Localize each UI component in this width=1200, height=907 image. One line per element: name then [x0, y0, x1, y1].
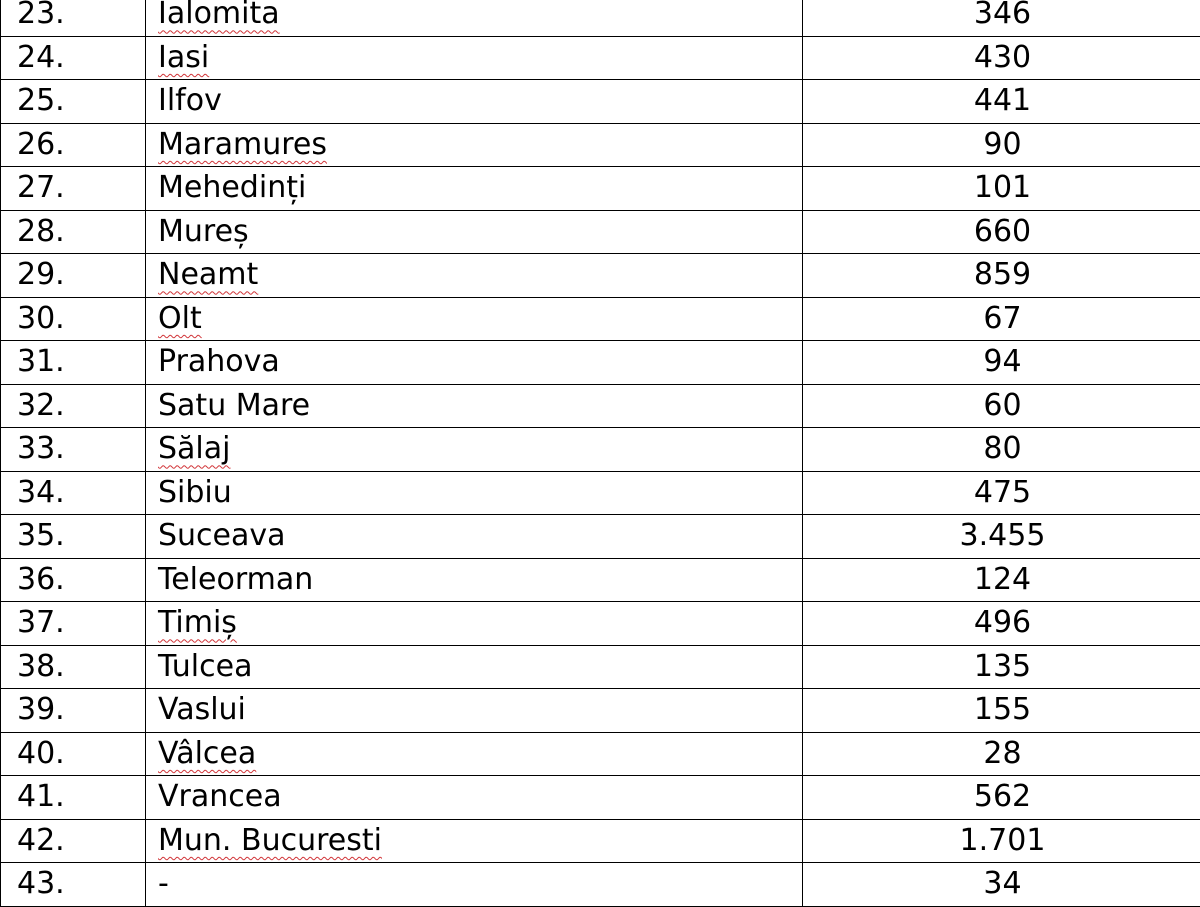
table-row [1, 558, 1200, 602]
county-name-cell[interactable] [146, 819, 803, 863]
county-name: Teleorman [158, 562, 313, 597]
count-value[interactable]: 660 [803, 210, 1200, 254]
county-name: Timiș [158, 605, 237, 640]
count-value[interactable]: 135 [803, 645, 1200, 689]
count-value[interactable]: 94 [803, 341, 1200, 385]
table-row [1, 80, 1200, 124]
table-row [1, 341, 1200, 385]
county-name-cell[interactable] [146, 602, 803, 646]
row-number[interactable]: 23. [1, 0, 146, 36]
row-number[interactable]: 30. [1, 297, 146, 341]
county-name: Maramures [158, 127, 327, 162]
county-name: Satu Mare [158, 388, 310, 423]
county-name-cell[interactable] [146, 515, 803, 559]
table-row [1, 471, 1200, 515]
count-value[interactable]: 441 [803, 80, 1200, 124]
county-name-cell[interactable] [146, 123, 803, 167]
county-name: Ilfov [158, 83, 222, 118]
county-name: Ialomita [158, 0, 280, 31]
table-row [1, 254, 1200, 298]
count-value[interactable]: 67 [803, 297, 1200, 341]
county-name: Vaslui [158, 692, 246, 727]
county-name-cell[interactable] [146, 167, 803, 211]
county-name: - [158, 866, 169, 901]
row-number[interactable]: 29. [1, 254, 146, 298]
table-row [1, 645, 1200, 689]
table-row [1, 863, 1200, 907]
count-value[interactable]: 124 [803, 558, 1200, 602]
row-number[interactable]: 25. [1, 80, 146, 124]
count-value[interactable]: 80 [803, 428, 1200, 472]
table-row [1, 428, 1200, 472]
row-number[interactable]: 32. [1, 384, 146, 428]
table-row [1, 602, 1200, 646]
table-row [1, 732, 1200, 776]
row-number[interactable]: 39. [1, 689, 146, 733]
county-name-cell[interactable] [146, 36, 803, 80]
row-number[interactable]: 41. [1, 776, 146, 820]
county-name-cell[interactable] [146, 689, 803, 733]
count-value[interactable]: 859 [803, 254, 1200, 298]
county-name: Mun. Bucuresti [158, 823, 382, 858]
count-value[interactable]: 90 [803, 123, 1200, 167]
count-value[interactable]: 28 [803, 732, 1200, 776]
county-name: Suceava [158, 518, 286, 553]
count-value[interactable]: 346 [803, 0, 1200, 36]
county-name-cell[interactable] [146, 863, 803, 907]
table-row [1, 384, 1200, 428]
table-row [1, 689, 1200, 733]
county-name: Olt [158, 301, 202, 336]
table-row [1, 36, 1200, 80]
count-value[interactable]: 155 [803, 689, 1200, 733]
county-name-cell[interactable] [146, 645, 803, 689]
count-value[interactable]: 60 [803, 384, 1200, 428]
table-row [1, 123, 1200, 167]
row-number[interactable]: 37. [1, 602, 146, 646]
county-name-cell[interactable] [146, 776, 803, 820]
row-number[interactable]: 26. [1, 123, 146, 167]
row-number[interactable]: 27. [1, 167, 146, 211]
count-value[interactable]: 430 [803, 36, 1200, 80]
county-name-cell[interactable] [146, 341, 803, 385]
row-number[interactable]: 38. [1, 645, 146, 689]
table-row [1, 297, 1200, 341]
county-name: Tulcea [158, 649, 252, 684]
count-value[interactable]: 496 [803, 602, 1200, 646]
row-number[interactable]: 28. [1, 210, 146, 254]
table-row [1, 776, 1200, 820]
county-name: Sălaj [158, 431, 230, 466]
county-name-cell[interactable] [146, 0, 803, 36]
county-name: Prahova [158, 344, 280, 379]
count-value[interactable]: 3.455 [803, 515, 1200, 559]
county-name: Iasi [158, 40, 209, 75]
county-name: Vrancea [158, 779, 282, 814]
table-row [1, 210, 1200, 254]
county-name-cell[interactable] [146, 80, 803, 124]
row-number[interactable]: 36. [1, 558, 146, 602]
county-name-cell[interactable] [146, 210, 803, 254]
count-value[interactable]: 475 [803, 471, 1200, 515]
county-name-cell[interactable] [146, 297, 803, 341]
table-body [1, 0, 1200, 906]
county-name-cell[interactable] [146, 558, 803, 602]
count-value[interactable]: 101 [803, 167, 1200, 211]
row-number[interactable]: 34. [1, 471, 146, 515]
row-number[interactable]: 43. [1, 863, 146, 907]
table-row [1, 167, 1200, 211]
county-name: Neamt [158, 257, 258, 292]
count-value[interactable]: 34 [803, 863, 1200, 907]
county-name: Mureș [158, 214, 249, 249]
county-name: Mehedinți [158, 170, 306, 205]
county-name-cell[interactable] [146, 428, 803, 472]
table-row [1, 819, 1200, 863]
count-value[interactable]: 1.701 [803, 819, 1200, 863]
table-row [1, 0, 1200, 36]
row-number[interactable]: 35. [1, 515, 146, 559]
row-number[interactable]: 31. [1, 341, 146, 385]
row-number[interactable]: 40. [1, 732, 146, 776]
county-name-cell[interactable] [146, 471, 803, 515]
county-name-cell[interactable] [146, 384, 803, 428]
county-name: Sibiu [158, 475, 232, 510]
row-number[interactable]: 42. [1, 819, 146, 863]
table-row [1, 515, 1200, 559]
row-number[interactable]: 33. [1, 428, 146, 472]
county-name-cell[interactable] [146, 732, 803, 776]
county-name: Vâlcea [158, 736, 256, 771]
row-number[interactable]: 24. [1, 36, 146, 80]
count-value[interactable]: 562 [803, 776, 1200, 820]
county-name-cell[interactable] [146, 254, 803, 298]
